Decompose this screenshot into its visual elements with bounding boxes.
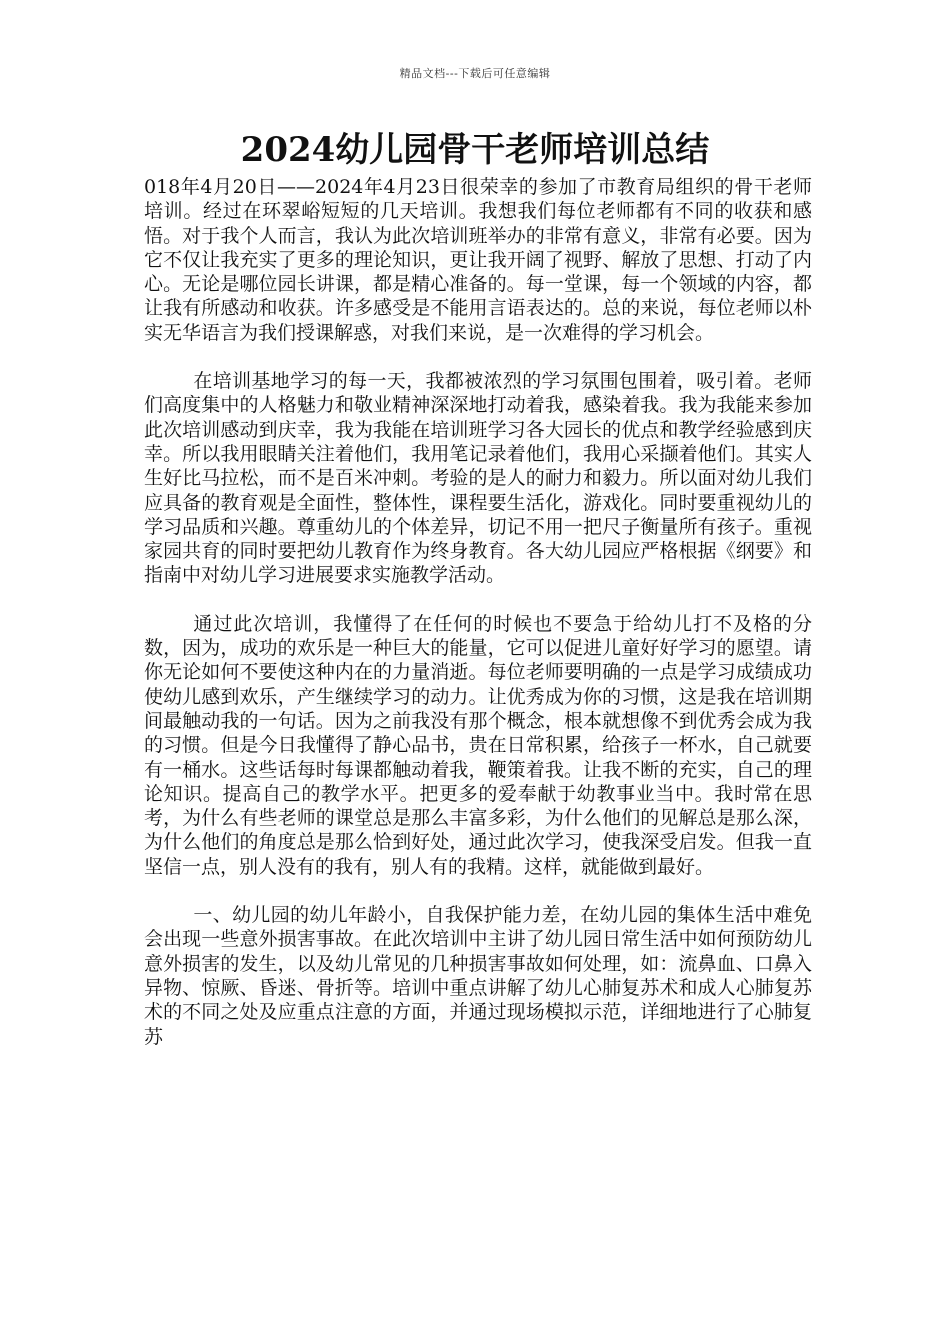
page-header: 精品文档---下载后可任意编辑 bbox=[399, 67, 551, 80]
paragraph-4: 一、幼儿园的幼儿年龄小，自我保护能力差，在幼儿园的集体生活中难免会出现一些意外损害事故。在此次培训中主讲了幼儿园日常生活中如何预防幼儿意外损害的发生，以及幼儿常见的几种损害事故如何处理，如：流鼻血、口鼻入异物、惊厥、昏迷、骨折等。培训中重点讲解了幼儿心肺复苏术和成人心肺复苏术的不同之处及应重点注意的方面，并通过现场模拟示范，详细地进行了心肺复苏 bbox=[144, 904, 812, 1048]
paragraph-1: 018年4月20日——2024年4月23日很荣幸的参加了市教育局组织的骨干老师培训。经过在环翠峪短短的几天培训。我想我们每位老师都有不同的收获和感悟。对于我个人而言，我认为此次培训班举办的非常有意义，非常有必要。因为它不仅让我充实了更多的理论知识，更让我开阔了视野、解放了思想、打动了内心。无论是哪位园长讲课，都是精心准备的。每一堂课，每一个领域的内容，都让我有所感动和收获。许多感受是不能用言语表达的。总的来说，每位老师以朴实无华语言为我们授课解惑，对我们来说，是一次难得的学习机会。 bbox=[144, 176, 812, 344]
paragraph-2: 在培训基地学习的每一天，我都被浓烈的学习氛围包围着，吸引着。老师们高度集中的人格魅力和敬业精神深深地打动着我，感染着我。我为我能来参加此次培训感动到庆幸，我为我能在培训班学习各大园长的优点和教学经验感到庆幸。所以我用眼睛关注着他们，我用笔记录着他们，我用心采撷着他们。其实人生好比马拉松，而不是百米冲刺。考验的是人的耐力和毅力。所以面对幼儿我们应具备的教育观是全面性，整体性，课程要生活化，游戏化。同时要重视幼儿的学习品质和兴趣。尊重幼儿的个体差异，切记不用一把尺子衡量所有孩子。重视家园共育的同时要把幼儿教育作为终身教育。各大幼儿园应严格根据《纲要》和指南中对幼儿学习进展要求实施教学活动。 bbox=[144, 370, 812, 587]
document-body bbox=[144, 175, 812, 1073]
paragraph-3: 通过此次培训，我懂得了在任何的时候也不要急于给幼儿打不及格的分数，因为，成功的欢乐是一种巨大的能量，它可以促进儿童好好学习的愿望。请你无论如何不要使这种内在的力量消逝。每位老师要明确的一点是学习成绩成功使幼儿感到欢乐，产生继续学习的动力。让优秀成为你的习惯，这是我在培训期间最触动我的一句话。因为之前我没有那个概念，根本就想像不到优秀会成为我的习惯。但是今日我懂得了静心品书，贵在日常积累，给孩子一杯水，自己就要有一桶水。这些话每时每课都触动着我，鞭策着我。让我不断的充实，自己的理论知识。提高自己的教学水平。把更多的爱奉献于幼教事业当中。我时常在思考，为什么有些老师的课堂总是那么丰富多彩，为什么他们的见解总是那么深，为什么他们的角度总是那么恰到好处，通过此次学习，使我深受启发。但我一直坚信一点，别人没有的我有，别人有的我精。这样，就能做到最好。 bbox=[144, 612, 812, 878]
document-title: 2024幼儿园骨干老师培训总结 bbox=[240, 130, 710, 170]
